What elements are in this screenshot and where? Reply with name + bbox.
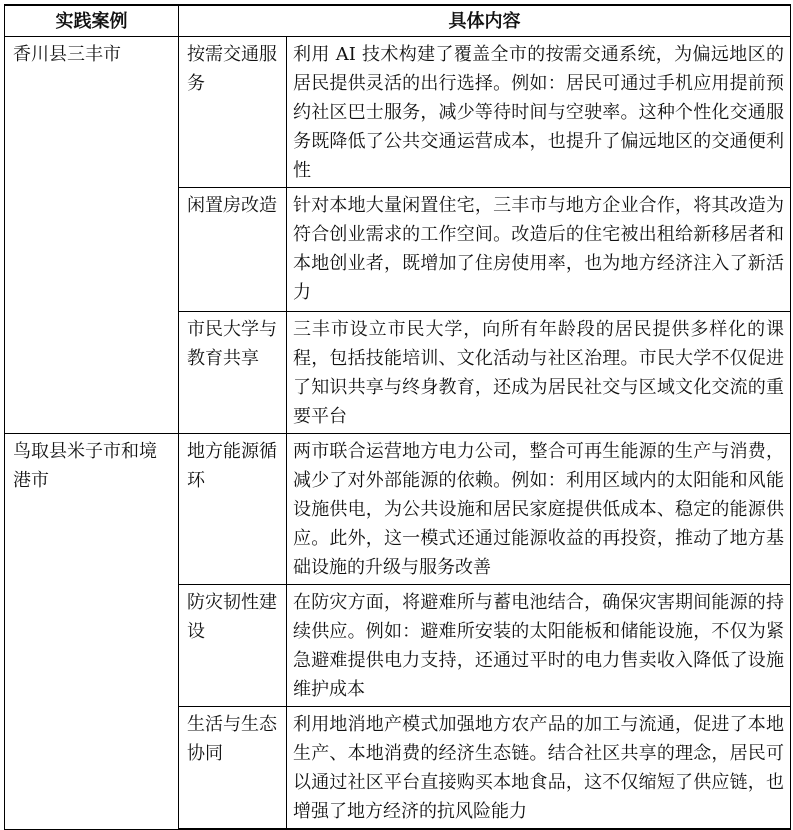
item-content: 三丰市设立市民大学，向所有年龄段的居民提供多样化的课程，包括技能培训、文化活动与社区治理。市民大学不仅促进了知识共享与终身教育，还成为居民社交与区域文化交流的重要平台 bbox=[287, 312, 791, 434]
item-content: 针对本地大量闲置住宅，三丰市与地方企业合作，将其改造为符合创业需求的工作空间。改造后的住宅被出租给新移居者和本地创业者，既增加了住房使用率，也为地方经济注入了新活力 bbox=[287, 188, 791, 312]
header-case: 实践案例 bbox=[5, 5, 179, 37]
table-row bbox=[5, 37, 791, 188]
table-row bbox=[5, 434, 791, 585]
case-name: 香川县三丰市 bbox=[5, 37, 179, 434]
item-name: 防灾韧性建设 bbox=[179, 585, 287, 707]
item-name: 按需交通服务 bbox=[179, 37, 287, 188]
header-content: 具体内容 bbox=[179, 5, 791, 37]
item-name: 闲置房改造 bbox=[179, 188, 287, 312]
practice-case-table bbox=[4, 4, 791, 830]
item-name: 市民大学与教育共享 bbox=[179, 312, 287, 434]
item-content: 在防灾方面，将避难所与蓄电池结合，确保灾害期间能源的持续供应。例如：避难所安装的太阳能板和储能设施，不仅为紧急避难提供电力支持，还通过平时的电力售卖收入降低了设施维护成本 bbox=[287, 585, 791, 707]
item-content: 两市联合运营地方电力公司，整合可再生能源的生产与消费，减少了对外部能源的依赖。例如：利用区域内的太阳能和风能设施供电，为公共设施和居民家庭提供低成本、稳定的能源供应。此外，这一模式还通过能源收益的再投资，推动了地方基础设施的升级与服务改善 bbox=[287, 434, 791, 585]
item-content: 利用地消地产模式加强地方农产品的加工与流通，促进了本地生产、本地消费的经济生态链。结合社区共享的理念，居民可以通过社区平台直接购买本地食品，这不仅缩短了供应链，也增强了地方经济的抗风险能力 bbox=[287, 707, 791, 830]
case-name: 鸟取县米子市和境港市 bbox=[5, 434, 179, 830]
item-content: 利用 AI 技术构建了覆盖全市的按需交通系统，为偏远地区的居民提供灵活的出行选择。例如：居民可通过手机应用提前预约社区巴士服务，减少等待时间与空驶率。这种个性化交通服务既降低了公共交通运营成本，也提升了偏远地区的交通便利性 bbox=[287, 37, 791, 188]
item-name: 地方能源循环 bbox=[179, 434, 287, 585]
item-name: 生活与生态协同 bbox=[179, 707, 287, 830]
table-header-row bbox=[5, 5, 791, 37]
